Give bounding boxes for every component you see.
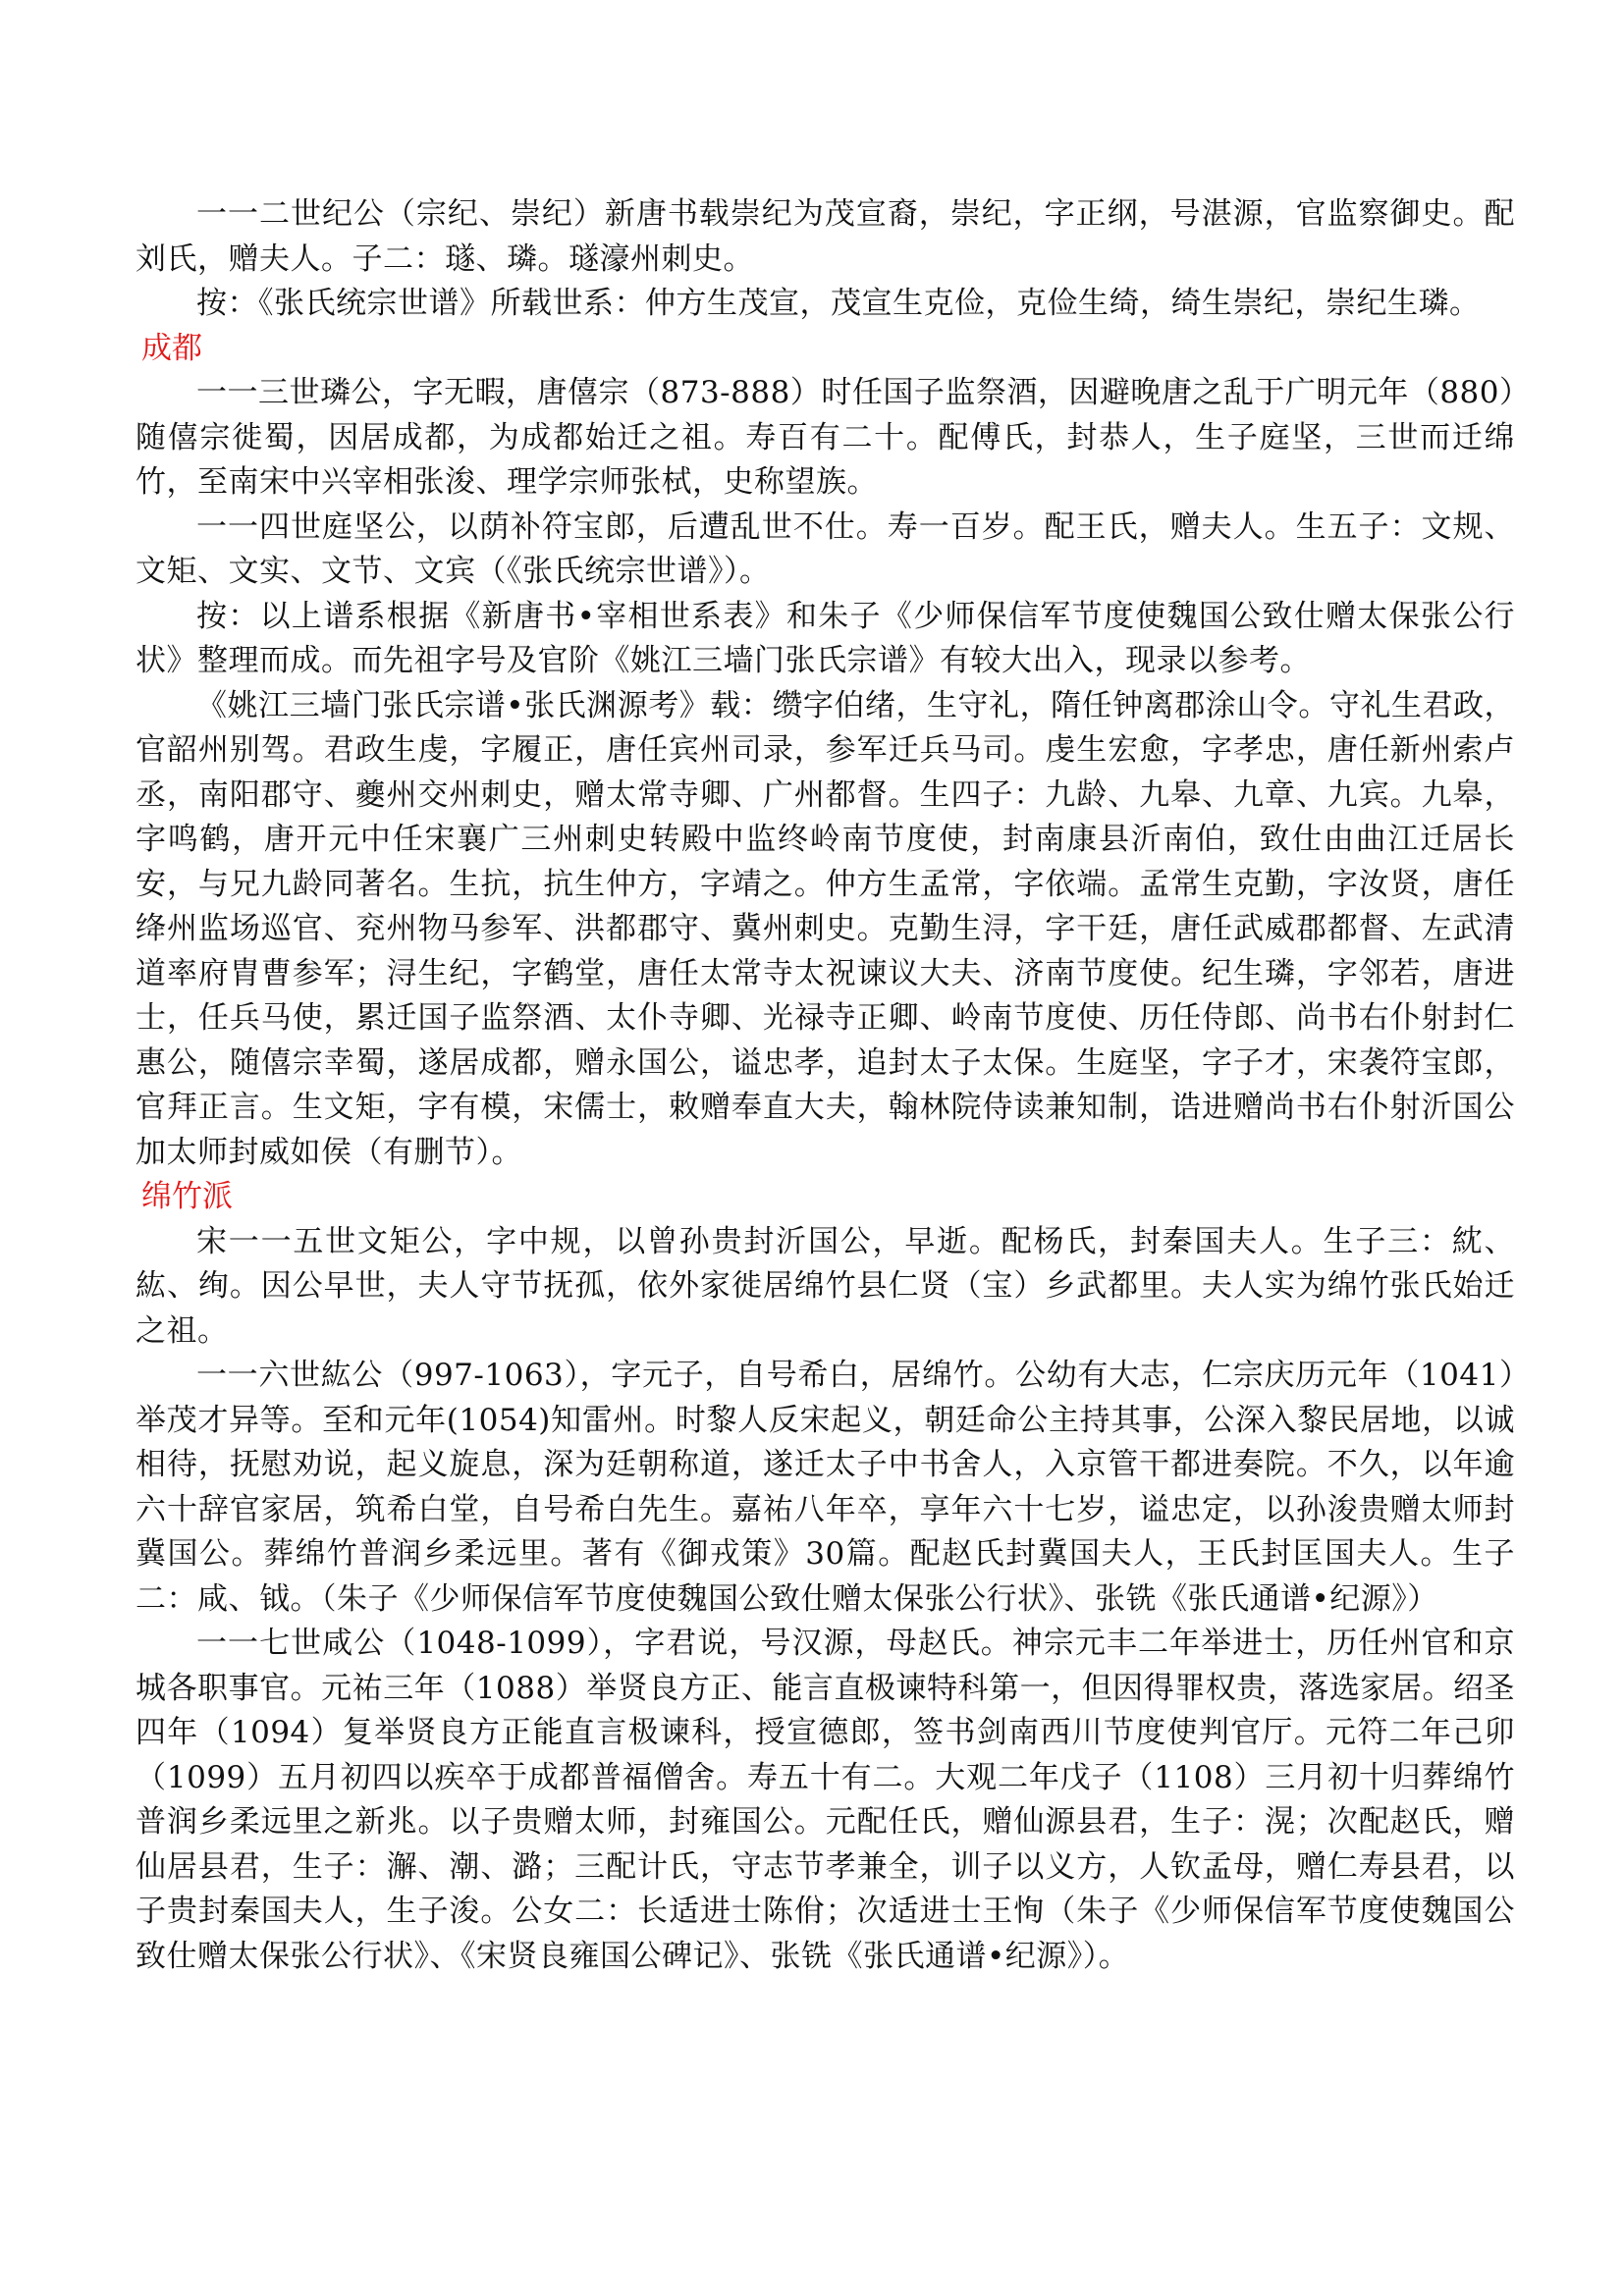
document-body [135,192,1515,1979]
paragraph-wenju: 宋一一五世文矩公，字中规，以曾孙贵封沂国公，早逝。配杨氏，封秦国夫人。生子三：紞、紘、绚。因公早世，夫人守节抚孤，依外家徙居绵竹县仁贤（宝）乡武都里。夫人实为绵竹张氏始迁之祖。 [135,1223,1515,1349]
paragraph-hong: 一一六世紘公（997-1063），字元子，自号希白，居绵竹。公幼有大志，仁宗庆历元年（1041）举茂才异等。至和元年(1054)知雷州。时黎人反宋起义，朝廷命公主持其事，公深入黎民居地，以诚相待，抚慰劝说，起义旋息，深为廷朝称道，遂迁太子中书舍人，入京管干都进奏院。不久，以年逾六十辞官家居，筑希白堂，自号希白先生。嘉祐八年卒，享年六十七岁，谥忠定，以孙浚贵赠太师封冀国公。葬绵竹普润乡柔远里。著有《御戎策》30篇。配赵氏封冀国夫人，王氏封匡国夫人。生子二：咸、钺。（朱子《少师保信军节度使魏国公致仕赠太保张公行状》、张铣《张氏通谱•纪源》） [135,1358,1515,1617]
paragraph-lin: 一一三世璘公，字无暇，唐僖宗（873-888）时任国子监祭酒，因避晚唐之乱于广明元年（880）随僖宗徙蜀，因居成都，为成都始迁之祖。寿百有二十。配傅氏，封恭人，生子庭坚，三世而迁绵竹，至南宋中兴宰相张浚、理学宗师张栻，史称望族。 [135,375,1515,500]
section-heading-chengdu: 成都 [141,330,202,366]
paragraph-tingjian: 一一四世庭坚公，以荫补符宝郎，后遭乱世不仕。寿一百岁。配王氏，赠夫人。生五子：文规、文矩、文实、文节、文宾（《张氏统宗世谱》）。 [135,508,1515,589]
paragraph-xian: 一一七世咸公（1048-1099），字君说，号汉源，母赵氏。神宗元丰二年举进士，历任州官和京城各职事官。元祐三年（1088）举贤良方正、能言直极谏特科第一，但因得罪权贵，落选家居。绍圣四年（1094）复举贤良方正能直言极谏科，授宣德郎，签书剑南西川节度使判官厅。元符二年己卯（1099）五月初四以疾卒于成都普福僧舍。寿五十有二。大观二年戊子（1108）三月初十归葬绵竹普润乡柔远里之新兆。以子贵赠太师，封雍国公。元配任氏，赠仙源县君，生子：滉；次配赵氏，赠仙居县君，生子：澥、潮、潞；三配计氏，守志节孝兼全，训子以义方，人钦孟母，赠仁寿县君，以子贵封秦国夫人，生子浚。公女二：长适进士陈佾；次适进士王恂（朱子《少师保信军节度使魏国公致仕赠太保张公行状》、《宋贤良雍国公碑记》、张铣《张氏通谱•纪源》）。 [135,1626,1515,1974]
paragraph-yaojiang-record: 《姚江三墙门张氏宗谱•张氏渊源考》载：缵字伯绪，生守礼，隋任钟离郡涂山令。守礼生君政，官韶州别驾。君政生虔，字履正，唐任宾州司录，参军迁兵马司。虔生宏愈，字孝忠，唐任新州索卢丞，南阳郡守、夔州交州刺史，赠太常寺卿、广州都督。生四子：九龄、九皋、九章、九宾。九皋，字鸣鹤，唐开元中任宋襄广三州刺史转殿中监终岭南节度使，封南康县沂南伯，致仕由曲江迁居长安，与兄九龄同著名。生抗，抗生仲方，字靖之。仲方生孟常，字依端。孟常生克勤，字汝贤，唐任绛州监场巡官、兖州物马参军、洪都郡守、冀州刺史。克勤生浔，字干廷，唐任武威郡都督、左武清道率府胄曹参军；浔生纪，字鹤堂，唐任太常寺太祝谏议大夫、济南节度使。纪生璘，字邻若，唐进士，任兵马使，累迁国子监祭酒、太仆寺卿、光禄寺正卿、岭南节度使、历任侍郎、尚书右仆射封仁惠公，随僖宗幸蜀，遂居成都，赠永国公，谥忠孝，追封太子太保。生庭坚，字子才，宋袭符宝郎，官拜正言。生文矩，字有模，宋儒士，敕赠奉直大夫，翰林院侍读兼知制，诰进赠尚书右仆射沂国公加太师封威如侯（有删节）。 [135,687,1515,1170]
paragraph-chongji: 一一二世纪公（宗纪、崇纪）新唐书载崇纪为茂宣裔，崇纪，字正纲，号湛源，官监察御史。配刘氏，赠夫人。子二：璲、璘。璲濠州刺史。 [135,196,1515,277]
paragraph-note-lineage: 按：《张氏统宗世谱》所载世系：仲方生茂宣，茂宣生克俭，克俭生绮，绮生崇纪，崇纪生璘。 [196,286,1481,321]
paragraph-note-sources: 按：以上谱系根据《新唐书•宰相世系表》和朱子《少师保信军节度使魏国公致仕赠太保张公行状》整理而成。而先祖字号及官阶《姚江三墙门张氏宗谱》有较大出入，现录以参考。 [135,598,1515,678]
section-heading-mianzhu: 绵竹派 [141,1179,233,1214]
